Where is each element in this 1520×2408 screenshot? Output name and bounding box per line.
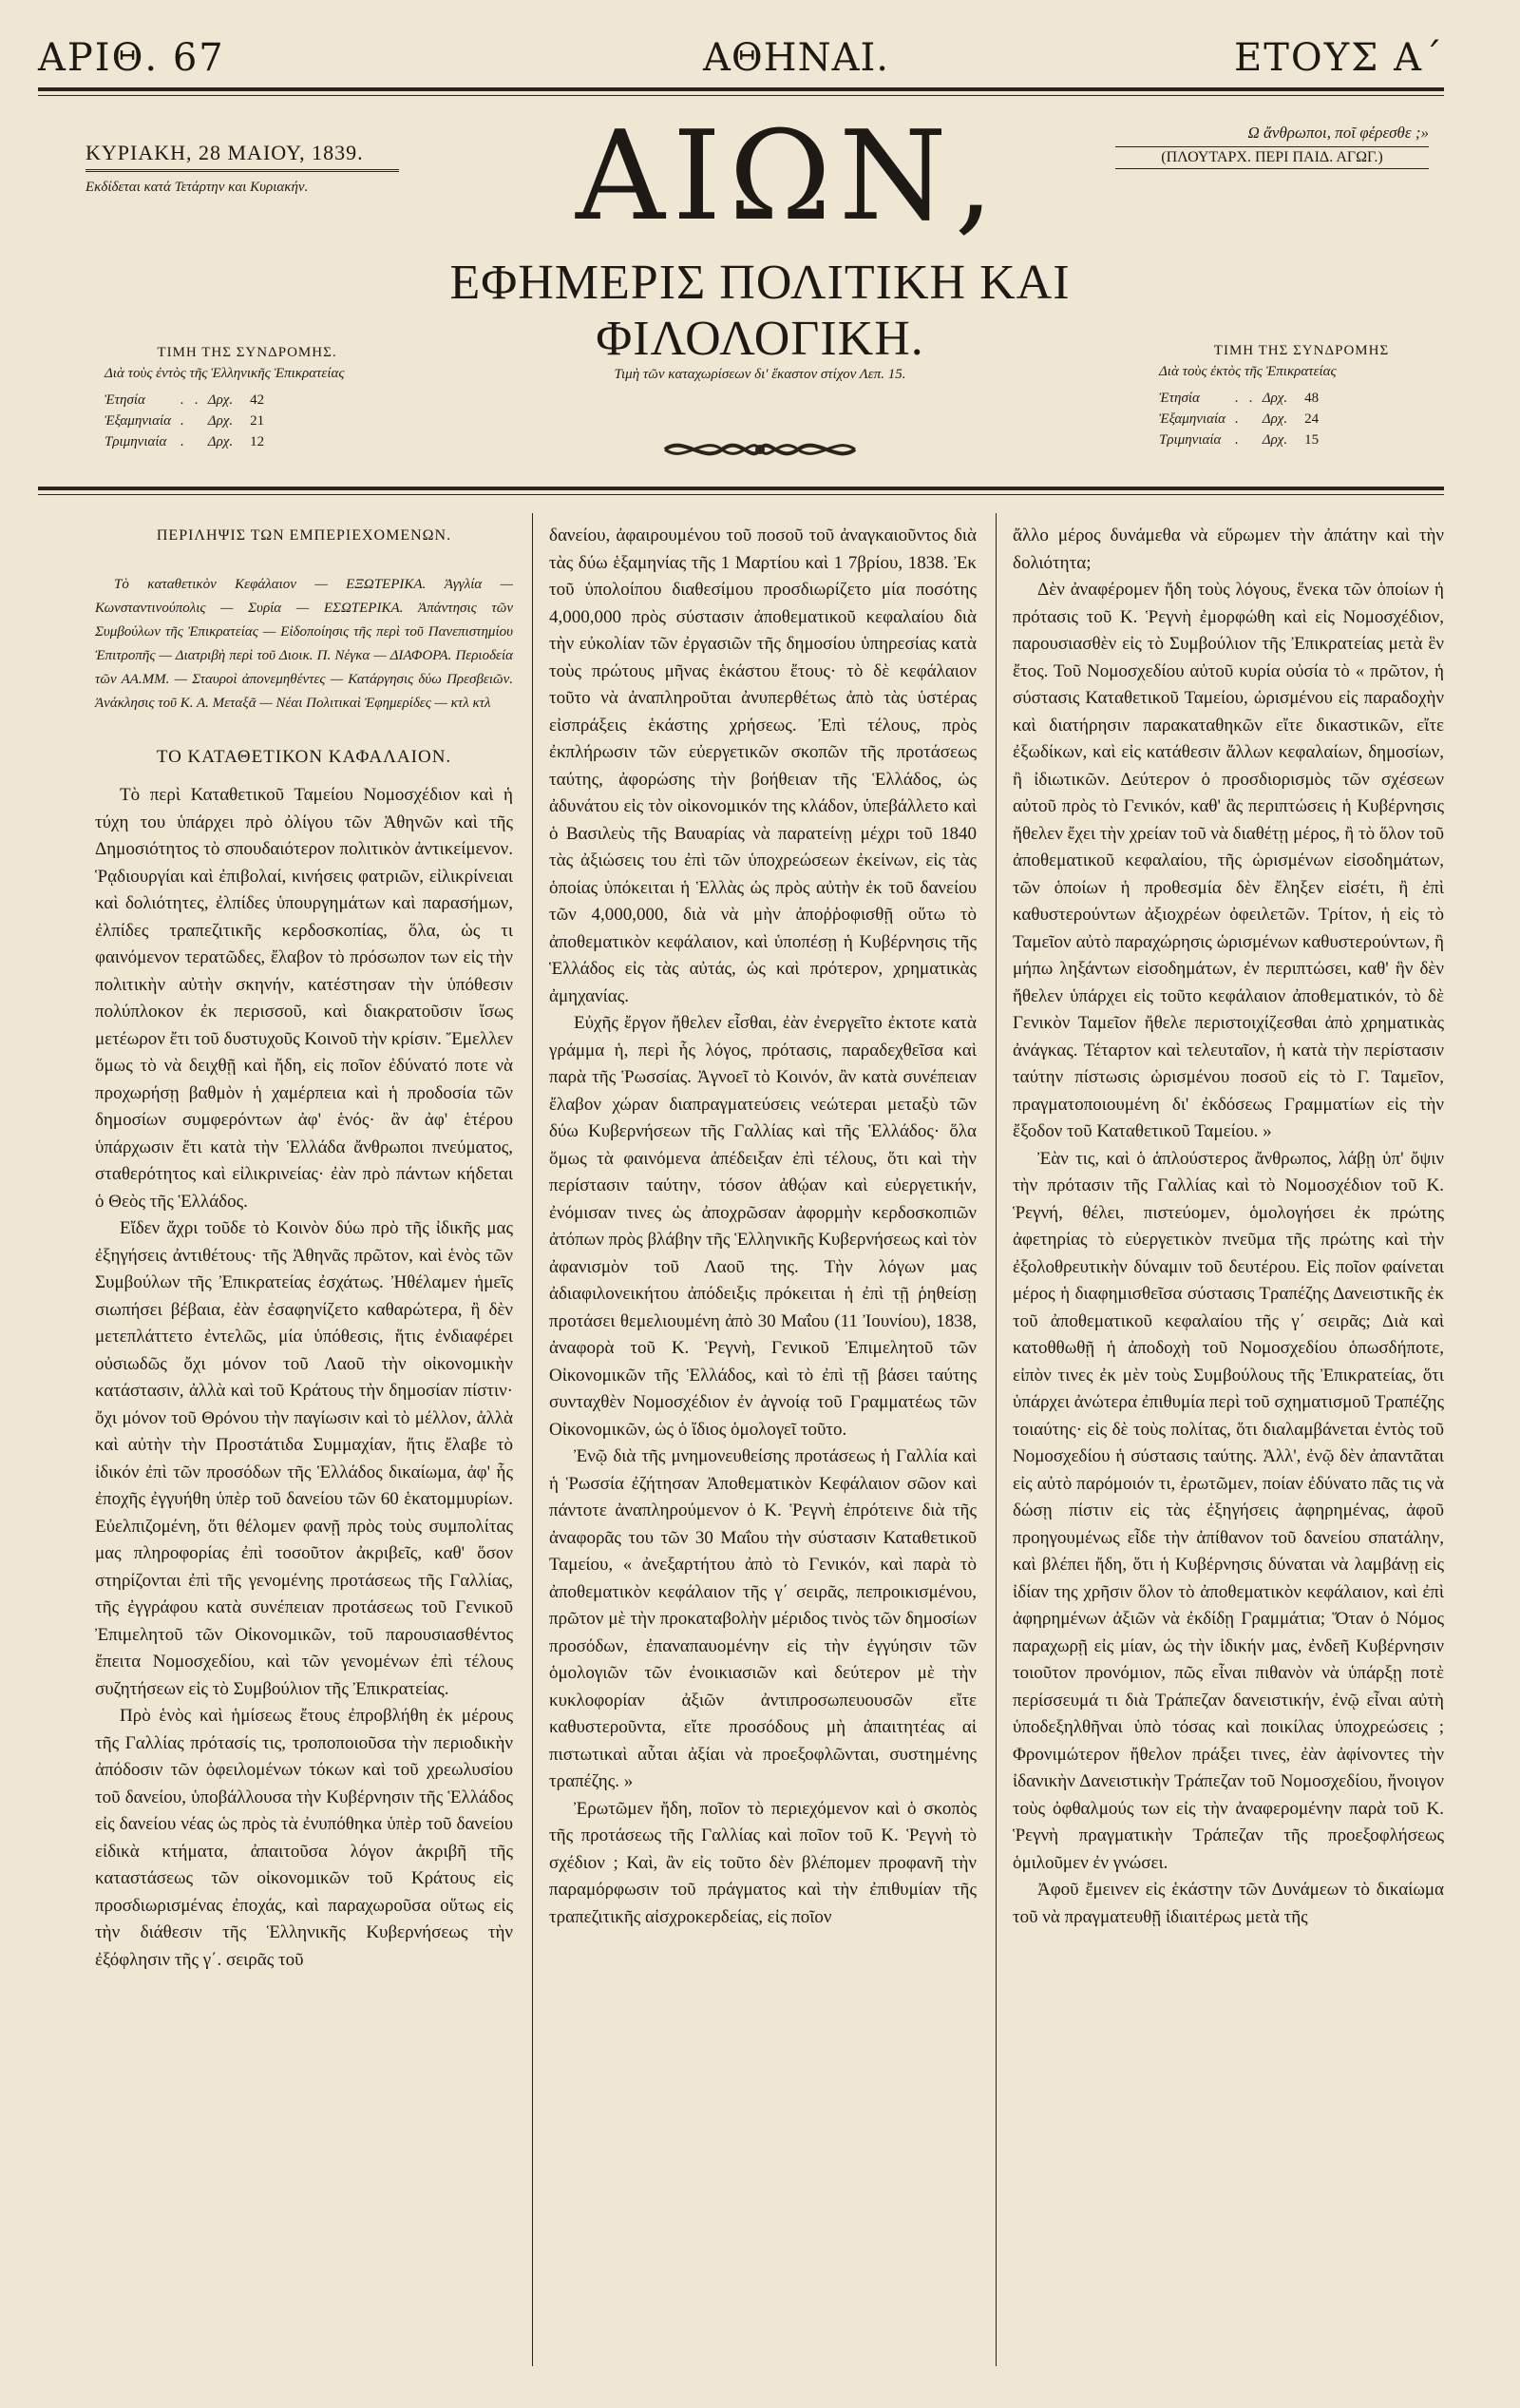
contents-text: Τὸ καταθετικὸν Κεφάλαιον — ΕΞΩΤΕΡΙΚΑ. Ἀγγλία — Κωνσταντινούπολις — Συρία — ΕΣΩΤΕΡΙΚΑ. Ἀπάντησις τῶν Συμβούλων τῆς Ἐπικρατείας — Εἰδοποίησις τῆς περὶ τοῦ Πανεπιστημίου Ἐπιτροπῆς — Διατριβὴ περὶ τοῦ Διοικ. Π. Νέγκα — ΔΙΑΦΟΡΑ. Περιοδεία τῶν ΑΑ.ΜΜ. — Σταυροὶ ἀπονεμηθέντες — Κατάργησις δύω Πρεσβειῶν. Ἀνάκλησις τοῦ Κ. Α. Μεταξᾶ — Νέαι Πολιτικαὶ Ἐφημερίδες — κτλ κτλ (95, 576, 513, 711)
column-2 (549, 523, 977, 1931)
unit: Δρχ. (207, 434, 234, 449)
dots: . (1235, 411, 1239, 427)
top-line (38, 27, 1444, 93)
paragraph: ἄλλο μέρος δυνάμεθα νὰ εὕρωμεν τὴν ἀπάτην καὶ τὴν δολιότητα; (1013, 526, 1444, 573)
year: ΕΤΟΥΣ Α΄ (1234, 36, 1444, 80)
publication-schedule: Εκδίδεται κατά Τετάρτην και Κυριακήν. (86, 180, 309, 195)
paragraph: Εὐχῆς ἔργον ἤθελεν εἶσθαι, ἐὰν ἐνεργεῖτο ἐκτοτε κατὰ γράμμα ἡ, περὶ ἧς λόγος, πρότασις, παραδεχθεῖσα καὶ παρὰ τῆς Ῥωσσίας. Ἀγνοεῖ τὸ Κοινόν, ἂν κατὰ συνέπειαν ἔλαβον χώραν διαπραγματεύσεις νεώτεραι μεταξὺ τῶν δύω Κυβερνήσεων τῆς Γαλλίας καὶ τῆς Ἑλλάδος· ὅλα ὅμως τὰ φαινόμενα ἀπέδειξαν ἐπὶ τέλους, ὅτι καὶ τὴν περίστασιν ταύτην, τόσον ἀθῴαν καὶ εὐεργετικήν, ἐνόμισαν τινες ὡς ἀποχρῶσαν ἀφορμὴν κερδοσκοπιῶν ἀτόπων πρὸς βλάβην τῆς Ἑλληνικῆς Κυβερνήσεως καὶ τὸν ἀφανισμὸν τοῦ Λαοῦ της. Τὴν λόγων μας ἀδιαφιλονεικήτου ἀπόδειξις πρόκειται ἡ ἐπὶ τῇ ῥηθείσῃ προτάσει θεμελιουμένη ἀπὸ 30 Μαΐου (11 Ἰουνίου), 1838, ἀναφορὰ τοῦ Κ. Ῥεγνὴ, Γενικοῦ Ἐπιμελητοῦ τῶν Οἰκονομικῶν τῆς Ἑλλάδος, καὶ τὸ ἐπὶ τῇ βάσει ταύτης συνταχθὲν Νομοσχέδιον ἐν ἀγνοίᾳ τοῦ Γραμματέως τῶν Οἰκονομικῶν, ὡς ὁ ἴδιος ὁμολογεῖ τοῦτο. (549, 1013, 977, 1440)
subscription-left-table (104, 390, 274, 452)
unit: Δρχ. (1262, 391, 1288, 406)
price-row (1159, 409, 1328, 430)
subscription-left-title: ΤΙΜΗ ΤΗΣ ΣΥΝΔΡΟΜΗΣ. (157, 345, 337, 360)
amount: 21 (250, 413, 265, 429)
unit: Δρχ. (1262, 411, 1288, 427)
top-rule (38, 87, 1444, 91)
masthead-rule (38, 487, 1444, 490)
period: Ἐτησία (1159, 391, 1200, 406)
column-3 (1013, 523, 1444, 1931)
ad-price: Τιμὴ τῶν καταχωρίσεων δι' ἕκαστον στίχον Λεπ. 15. (614, 367, 906, 382)
subscription-right-note: Διὰ τοὺς ἐκτὸς τῆς Ἐπικρατείας (1159, 364, 1337, 379)
contents-title: ΠΕΡΙΛΗΨΙΣ ΤΩΝ ΕΜΠΕΡΙΕΧΟΜΕΝΩΝ. (156, 527, 452, 544)
paragraph: Πρὸ ἑνὸς καὶ ἡμίσεως ἔτους ἐπροβλήθη ἐκ μέρους τῆς Γαλλίας πρότασίς τις, τροποποιοῦσα τὴν περιοδικὴν ἀπόδοσιν τῶν ὀφειλομένων τόκων καὶ τοῦ χρεωλυσίου τοῦ δανείου, ὑποβάλλουσα τὴν Κυβέρνησιν τῆς Ἑλλάδος εἰς δανείου νέας ὡς πρὸς τὰ ἐνυπόθηκα ὑπὲρ τοῦ δανείου εἰδικὰ κτήματα, ἀπαιτοῦσα λόγον ἀκριβῆ τῆς καταστάσεως τῶν οἰκονομικῶν τοῦ Κράτους εἰς προσδιωρισμένας ἐποχάς, καὶ παραχωροῦσα οὕτως εἰς τὴν διάθεσιν τῆς Ἑλληνικῆς Κυβερνήσεως τὴν ἐξόφλησιν τῆς γ΄. σειρᾶς τοῦ (95, 1706, 513, 1970)
subscription-right (1159, 340, 1444, 450)
paragraph: Τὸ περὶ Καταθετικοῦ Ταμείου Νομοσχέδιον καὶ ἡ τύχη του ὑπάρχει πρὸ ὀλίγου τῶν Ἀθηνῶν καὶ τῆς Δημοσιότητος τὸ σπουδαιότερον πολιτικὸν ἀντικείμενον. Ῥᾳδιουργίαι καὶ ἐπιβολαί, κινήσεις φατριῶν, εἰλικρίνειαι καὶ δολιότητες, ἐλπίδες ὑπουργημάτων καὶ παρασήμων, ἐλπίδες τραπεζιτικῆς κερδοσκοπίας, ὅλα, ὡς τι φαινόμενον τερατῶδες, ἔλαβον τὸ πρόσωπον των εἰς τὴν πολιτικὴν αὐτὴν σκηνήν, κατέστησαν τὴν ὑπόθεσιν πολύπλοκον ἐκ περισσοῦ, καὶ διακρατοῦσιν ἴσως μετέωρον ἔτι τοῦ δυστυχοῦς Κοινοῦ τὴν κρίσιν. Ἔμελλεν ὅμως τὸ νὰ δειχθῇ καὶ ἤδη, εἰς ποῖον ἐδύνατό ποτε νὰ προχωρήσῃ βαθμὸν ἡ χαμέρπεια καὶ ἡ προδοσία τῶν δημοσίων συμφερόντων ἀφ' ἑνός· ἂν ἀφ' ἑτέρου ὑπάρχωσιν ἔτι κατὰ τὴν Ἑλλάδα ἄνθρωποι πνεύματος, σταθερότητος καὶ εἰλικρινείας· ἐὰν πρὸ πάντων κήδεται ὁ Θεὸς τῆς Ἑλλάδος. (95, 785, 513, 1212)
unit: Δρχ. (207, 413, 234, 429)
column-divider (532, 513, 533, 2366)
dots: . (180, 413, 184, 429)
price-row (104, 411, 274, 431)
subscription-left (104, 342, 390, 452)
ornament-icon (656, 435, 864, 464)
period: Ἐξαμηνιαία (104, 413, 172, 429)
dots: . . (1235, 391, 1253, 406)
period: Τριμηνιαία (1159, 432, 1222, 448)
city: ΑΘΗΝΑΙ. (703, 36, 889, 80)
subscription-right-table (1159, 388, 1328, 450)
paragraph: Εἴδεν ἄχρι τοῦδε τὸ Κοινὸν δύω πρὸ τῆς ἰδικῆς μας ἐξηγήσεις ἀντιθέτους· τῆς Ἀθηνᾶς πρῶτον, καὶ ἑνὸς τῶν Συμβούλων τῆς Ἐπικρατείας ἐσχάτως. Ἠθέλαμεν ἡμεῖς σιωπήσει βέβαια, ἐὰν ἐσαφηνίζετο καθαρώτερα, ἢ δὲν μετεπλάττετο ἐντελῶς, μία ὑπόθεσις, ἥτις ἐνδιαφέρει οὐσιωδῶς ὄχι μόνον τοῦ Λαοῦ τὴν οἰκονομικὴν κατάστασιν, ἀλλὰ καὶ τοῦ Κράτους τὴν δημοσίαν πίστιν· ὄχι μόνον τοῦ Θρόνου τὴν παγίωσιν καὶ τὸ μέλλον, ἀλλὰ καὶ αὐτὴν τὴν Προστάτιδα Συμμαχίαν, ἥτις ἔλαβε τὸ ἰδικόν ἐπὶ τῶν προσόδων τῆς Ἑλλάδος δικαίωμα, ἀφ' ἧς ἐποχῆς ἐγγυήθη ὑπὲρ τοῦ δανείου τῶν 60 ἑκατομμυρίων. Εὐελπιζομένη, ὅτι θέλομεν φανῇ πρὸς τοὺς συμπολίτας μας πληροφορίας ἐπὶ τοσοῦτον ἀκριβεῖς, καθ' ὅσον στηρίζονται ἐπὶ τῆς γενομένης προτάσεως τῆς Γαλλίας, τῆς ἐγγράφου κατὰ συνέπειαν προτάσεως τοῦ Γενικοῦ Ἐπιμελητοῦ τῶν Οἰκονομικῶν, τοῦ παρουσιασθέντος ἔπειτα Νομοσχεδίου, καὶ τῶν γενομένων ἐπὶ τέλους συζητήσεων εἰς τὸ Συμβούλιον τῆς Ἐπικρατείας. (95, 1218, 513, 1699)
paragraph: Ἐὰν τις, καὶ ὁ ἁπλούστερος ἄνθρωπος, λάβῃ ὑπ' ὄψιν τὴν πρότασιν τῆς Γαλλίας καὶ τὸ Νομοσχέδιον τοῦ Κ. Ῥεγνή, θέλει, πιστεύομεν, ὁμολογήσει ἐκ πρώτης ἀφετηρίας τὸ εὐεργετικὸν πνεῦμα τῆς πρώτης καὶ τὴν ἐξολοθρευτικὴν δύναμιν τοῦ δευτέρου. Εἰς ποῖον φαίνεται μέρος ἡ διαφημισθεῖσα σύστασις Τραπέζης Δανειστικῆς ἐκ τοῦ ἀποθεματικοῦ κεφαλαίου τῆς γ΄ σειρᾶς; Διὰ καὶ κατοθθωθῇ ἡ ἀποδοχὴ τοῦ Νομοσχεδίου ὁπωσδήποτε, εἰπὸν τινες ἐκ μὲν τοὺς Συμβούλους τῆς Ἐπικρατείας, ὅτι ὑπάρχει ἀνώτερα ἐπιθυμία περὶ τοῦ σχηματισμοῦ Τραπέζης τοιαύτης· εἰς δὲ τοὺς πολίτας, ὅτι διαλαμβάνεται ἐντὸς τοῦ Νομοσχεδίου ἡ σύστασις ταύτης. Ἀλλ', ἐνῷ δὲν ἀπαντᾶται εἰς αὐτὸ παρόμοιόν τι, ἐρωτῶμεν, ποίαν ἐδύνατο πᾶς τις νὰ δώσῃ πίστιν εἰς τὰς ἐξηγήσεις ἀφηρημένας, ἀφοῦ προηγουμένως εἶδε τὴν ἀπίθανον τοῦ δανείου σπατάλην, καὶ βλέπει ἤδη, ὅτι ἡ Κυβέρνησις δύναται νὰ λαμβάνῃ εἰς ἰδίαν της χρῆσιν ὅλον τὸ ἀποθεματικὸν κεφάλαιον, καὶ ἐπὶ ἀφηρημένων ἀξιῶν νὰ ἐκδίδῃ Γραμμάτια; Ὅταν ὁ Νόμος παραχωρῇ εἰς μίαν, ὡς τὴν ἰδικήν μας, ἐνδεῆ Κυβέρνησιν τοιοῦτον προνόμιον, πῶς εἶναι πιθανὸν νὰ ὑπάρξῃ ποτὲ περίσσευμά τι διὰ Τράπεζαν δανειστικήν, ἐνῷ εἶναι αὐτὴ ὑποδεξηλθῆναι ὑπὸ τόσας καὶ ποικίλας ὑποχρεώσεις ; Φρονιμώτερον ἤθελον πράξει τινες, ἐὰν ἀφίνοντες τὴν ἰδανικὴν Δανειστικὴν Τράπεζαν τοῦ Νομοσχεδίου, ἤνοιγον τοὺς ὀφθαλμούς των εἰς τὴν ἀναφερομένην παρὰ τοῦ Κ. Ῥεγνὴ πραγματικὴν Τράπεζαν τῆς προεξοφλήσεως ὁμιλοῦμεν ἐν γνώσει. (1013, 1148, 1444, 1873)
price-row (104, 431, 274, 452)
period: Ἐξαμηνιαία (1159, 411, 1226, 427)
unit: Δρχ. (207, 392, 234, 408)
amount: 12 (250, 434, 265, 449)
unit: Δρχ. (1262, 432, 1288, 448)
amount: 24 (1304, 411, 1320, 427)
period: Τριμηνιαία (104, 434, 167, 449)
subtitle: ΕΦΗΜΕΡΙΣ ΠΟΛΙΤΙΚΗ ΚΑΙ ΦΙΛΟΛΟΓΙΚΗ. (449, 256, 1071, 366)
column-divider (996, 513, 997, 2366)
motto-source: (ΠΛΟΥΤΑΡΧ. ΠΕΡΙ ΠΑΙΔ. ΑΓΩΓ.) (1115, 146, 1429, 169)
motto-text: Ω ἄνθρωποι, ποῖ φέρεσθε ;» (1247, 124, 1429, 142)
price-row (1159, 430, 1328, 450)
amount: 42 (250, 392, 265, 408)
paragraph: δανείου, ἀφαιρουμένου τοῦ ποσοῦ τοῦ ἀναγκαιοῦντος διὰ τὰς δύω ἑξαμηνίας τῆς 1 Μαρτίου καὶ 1 7βρίου, 1838. Ἐκ τοῦ ὑπολοίπου διαθεσίμου προσδιωρίζετο μία ποσότης 4,000,000 πρὸς σύστασιν ἀποθεματικοῦ κεφαλαίου διὰ τὴν εὐκολίαν τῶν ἐργασιῶν τῆς δημοσίου ὑπηρεσίας κατὰ τοὺς πρώτους μῆνας ἑκάστου ἔτους· τὸ δὲ κεφάλαιον τοῦτο νὰ ἀναπληροῦται ἀνυπερθέτως ἀπὸ τὰς ὑστέρας εἰσπράξεις ἑκάστης χρήσεως. Ἐπὶ τέλους, πρὸς ἐκπλήρωσιν τῶν εὐεργετικῶν σκοπῶν τῆς προτάσεως ταύτης, ἀφορώσης τὴν βοήθειαν τῆς Ἑλλάδος, ὡς ἀδυνάτου εἰς τὸν οἰκονομικόν της κλάδον, ὑπεβάλλετο καὶ ὁ Βασιλεὺς τῆς Βαυαρίας νὰ παρατείνῃ μέχρι τοῦ 1840 τὰς ἀξιώσεις του ἐπὶ τῶν ὑποχρεώσεων ἐκείνων, εἰς τὰς ὁποίας ὑπόκειται ἡ Ἑλλὰς ὡς πρὸς αὐτὴν ἐκ τοῦ δανείου τῶν 4,000,000, διὰ νὰ μὴν ἀποῤῥοφισθῇ οὕτω τὸ ἀποθεματικὸν κεφάλαιον, καὶ ὑποπέσῃ ἡ Κυβέρνησις τῆς Ἑλλάδος εἰς τὰς αὐτάς, ὡς καὶ πρότερον, χρηματικὰς ἀμηχανίας. (549, 526, 977, 1006)
article-title: ΤΟ ΚΑΤΑΘΕΤΙΚΟΝ ΚΑΦΑΛΑΙΟΝ. (156, 746, 452, 767)
top-rule-thin (38, 95, 1444, 96)
paragraph: Δὲν ἀναφέρομεν ἤδη τοὺς λόγους, ἕνεκα τῶν ὁποίων ἡ πρότασις τοῦ Κ. Ῥεγνὴ ἐμορφώθη καὶ εἰς Νομοσχέδιον, παρουσιασθὲν εἰς τὸ Συμβούλιον τῆς Ἐπικρατείας μετὰ ἓν ἔτος. Τοῦ Νομοσχεδίου αὐτοῦ κυρία οὐσία τὸ « πρῶτον, ἡ σύστασις Καταθετικοῦ Ταμείου, ὡρισμένου εἰς παραδοχὴν καὶ διατήρησιν παρακαταθηκῶν εἴτε δικαστικῶν, εἴτε ἐξωδίκων, καὶ εἰς κατάθεσιν ἄλλων κεφαλαίων, δημοσίων, ἢ ἰδιωτικῶν. Δεύτερον ὁ προσδιορισμὸς τῶν σχέσεων αὐτοῦ πρὸς τὸ Γενικόν, καθ' ἃς περιπτώσεις ἡ Κυβέρνησις ἤθελεν ἔχει τὴν χρείαν τοῦ νὰ διαθέτῃ μέρος, ἢ τὸ ὅλον τοῦ ἀποθεματικοῦ κεφαλαίου, τῆς ὡρισμένων εἰσοδημάτων, τῶν ὁποίων ἡ προθεσμία δὲν ἔληξεν εἰσέτι, ἢ ἐπὶ καθυστερούντων ἀξιοχρέων ὀφειλετῶν. Τρίτον, ἡ εἰς τὸ Ταμεῖον αὐτὸ παραχώρησις ὡρισμένων καθυστερούντων, ἢ μήπω ληξάντων εἰσοδημάτων, ἐν περιπτώσει, καθ' ἣν δὲν ἤθελεν ὑπάρχει εἰς τοῦτο κεφάλαιον ἀποθεματικόν, τὸ δὲ Γενικὸν Ταμεῖον ἤθελε περιστοιχίζεσθαι ἀπὸ χρηματικὰς ἀνάγκας. Τέταρτον καὶ τελευταῖον, ἡ κατὰ τὴν περίστασιν ταύτην πίστωσις ὡρισμένου ποσοῦ εἰς τὸ Γ. Ταμεῖον, πραγματοποιουμένη δι' ἐκδόσεως Γραμματίων εἰς τὴν ἔξοδον τοῦ Καταθετικοῦ Ταμείου. » (1013, 580, 1444, 1141)
masthead-title: ΑΙΩΝ, (575, 104, 1002, 248)
date-box (86, 141, 399, 196)
masthead-rule-thin (38, 494, 1444, 495)
issue-number: ΑΡΙΘ. 67 (38, 36, 225, 80)
dots: . (1235, 432, 1239, 448)
paragraph: Ἐρωτῶμεν ἤδη, ποῖον τὸ περιεχόμενον καὶ ὁ σκοπὸς τῆς προτάσεως τῆς Γαλλίας καὶ ποῖον τοῦ Κ. Ῥεγνὴ τὸ σχέδιον ; Καὶ, ἂν εἰς τοῦτο δὲν βλέπομεν προφανῆ τὴν παραμόρφωσιν τοῦ πράγματος καὶ τὴν ἐπιθυμίαν τῆς τραπεζιτικῆς αἰσχροκερδείας, εἰς ποῖον (549, 1798, 977, 1927)
subscription-right-title: ΤΙΜΗ ΤΗΣ ΣΥΝΔΡΟΜΗΣ (1213, 343, 1390, 358)
amount: 48 (1304, 391, 1320, 406)
column-1 (95, 523, 513, 1974)
dots: . . (180, 392, 199, 408)
issue-date: ΚΥΡΙΑΚΗ, 28 ΜΑΙΟΥ, 1839. (86, 141, 399, 172)
period: Ἐτησία (104, 392, 145, 408)
amount: 15 (1304, 432, 1320, 448)
dots: . (180, 434, 184, 449)
price-row (104, 390, 274, 411)
paragraph: Ἀφοῦ ἔμεινεν εἰς ἑκάστην τῶν Δυνάμεων τὸ δικαίωμα τοῦ νὰ πραγματευθῇ ἰδιαιτέρως μετὰ τῆς (1013, 1880, 1444, 1927)
price-row (1159, 388, 1328, 409)
motto (1115, 124, 1429, 169)
paragraph: Ἐνῷ διὰ τῆς μνημονευθείσης προτάσεως ἡ Γαλλία καὶ ἡ Ῥωσσία ἐζήτησαν Ἀποθεματικὸν Κεφάλαιον σῶον καὶ πάντοτε ἀναπληρούμενον ὁ Κ. Ῥεγνὴ ἐπρότεινε διὰ τῆς ἀναφορᾶς του τῶν 30 Μαΐου τὴν σύστασιν Καταθετικοῦ Ταμείου, « ἀνεξαρτήτου ἀπὸ τὸ Γενικόν, καὶ παρὰ τὸ ἀποθεματικὸν κεφάλαιον τῆς γ΄ σειρᾶς, πεπροικισμένου, πρῶτον μὲ τὴν προκαταβολὴν μέριδος τινὸς τῶν δημοσίων προσόδων, ἐπαναπαυομένην εἰς τὴν ἐγγύησιν τῶν ὁμολογιῶν τῶν ἐνοικιασιῶν καὶ δεύτερον μὲ τὴν κυκλοφορίαν ἀξιῶν ἀντιπροσωπευουσῶν εἴτε καθυστεροῦντα, εἴτε προσόδους μὴ ἀπαιτητέας αἱ πιστωτικαὶ αὗται ἀξίαι νὰ προεξοφλῶνται, συστημένης τραπέζης. » (549, 1446, 977, 1791)
subscription-left-note: Διὰ τοὺς ἐντὸς τῆς Ἑλληνικῆς Ἐπικρατείας (104, 366, 345, 381)
